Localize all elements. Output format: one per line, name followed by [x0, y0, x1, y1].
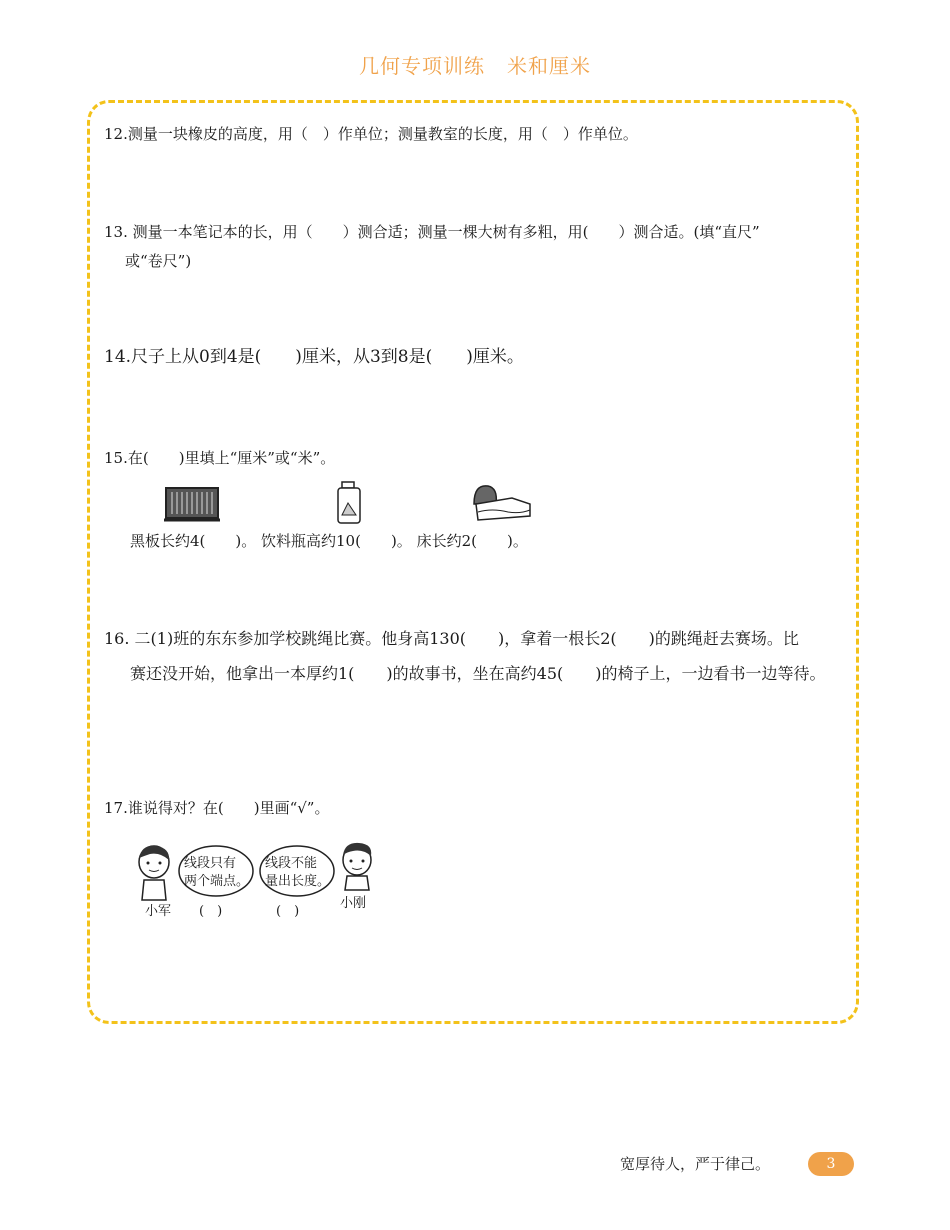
- q16-text-line2: 赛还没开始，他拿出一本厚约1( )的故事书，坐在高约45( )的椅子上，一边看书一边等待。: [130, 664, 826, 683]
- q13-number: 13.: [104, 223, 128, 241]
- q12-number: 12.: [104, 125, 128, 143]
- q14-number: 14.: [104, 347, 132, 367]
- header-title-left: 几何专项训练: [359, 54, 485, 78]
- q16-text-line1: 二(1)班的东东参加学校跳绳比赛。他身高130( )，拿着一根长2( )的跳绳赶去赛场。比: [129, 629, 799, 648]
- q17-number: 17.: [104, 799, 128, 817]
- page-header: [0, 50, 950, 79]
- q17-text: 谁说得对？在( )里画“√”。: [127, 799, 330, 817]
- question-13: [104, 221, 760, 243]
- question-15: [104, 447, 335, 469]
- answer-paren-right: ( ): [276, 904, 300, 919]
- q15-items: 黑板长约4( )。 饮料瓶高约10( )。 床长约2( )。: [130, 532, 528, 550]
- question-14: [104, 346, 524, 368]
- q16-number: 16.: [104, 629, 130, 648]
- page-number-badge: 3: [808, 1152, 854, 1176]
- bubble-right-line2: 量出长度。: [265, 874, 331, 889]
- question-12: [104, 123, 638, 145]
- boy-xiaojun-illustration: [130, 842, 178, 902]
- q13-text-line1: 测量一本笔记本的长，用（ ）测合适；测量一棵大树有多粗，用( ）测合适。(填“直尺”: [127, 223, 760, 241]
- name-xiaojun: 小军: [145, 904, 172, 919]
- footer-motto: 宽厚待人，严于律己。: [620, 1155, 771, 1173]
- blackboard-illustration: [164, 486, 220, 524]
- q14-text: 尺子上从0到4是( )厘米，从3到8是( )厘米。: [131, 347, 524, 367]
- bubble-left-line2: 两个端点。: [184, 874, 250, 889]
- boy-xiaogang-illustration: [335, 840, 381, 892]
- q13-text-line2: 或“卷尺”): [125, 252, 192, 270]
- bubble-left-line1: 线段只有: [184, 856, 237, 871]
- name-xiaogang: 小刚: [340, 896, 367, 911]
- header-title-right: 米和厘米: [507, 54, 591, 78]
- question-17: [104, 797, 329, 819]
- q15-number: 15.: [104, 449, 128, 467]
- bed-illustration: [468, 482, 534, 526]
- answer-paren-left: ( ): [199, 904, 223, 919]
- bubble-right-line1: 线段不能: [265, 856, 318, 871]
- bottle-illustration: [334, 481, 364, 525]
- q15-text: 在( )里填上“厘米”或“米”。: [127, 449, 336, 467]
- question-16: [104, 628, 799, 650]
- q12-text: 测量一块橡皮的高度，用（ ）作单位；测量教室的长度，用（ ）作单位。: [127, 125, 638, 143]
